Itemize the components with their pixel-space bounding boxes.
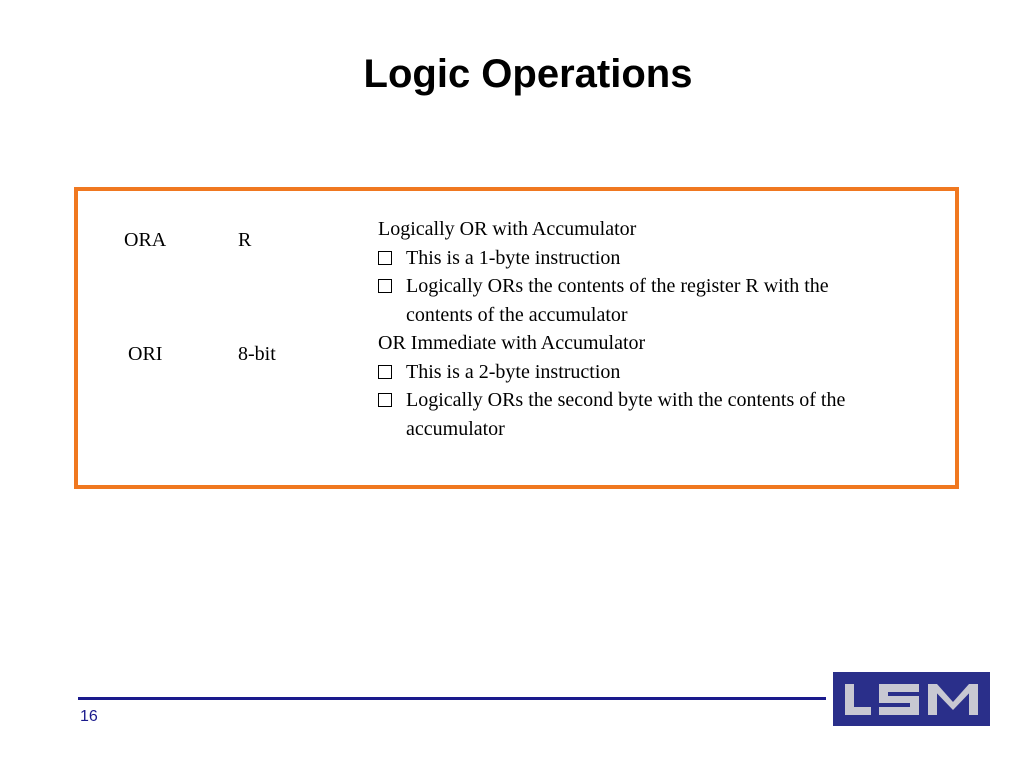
page-number: 16 (80, 708, 98, 725)
bullet-item (378, 272, 938, 301)
bullet-text-continuation: contents of the accumulator (406, 303, 628, 326)
instruction-mnemonic: ORA (124, 229, 167, 251)
instruction-operand: R (238, 229, 252, 251)
lsm-logo (833, 672, 990, 726)
instruction-description: Logically OR with Accumulator (378, 218, 637, 240)
lsm-logo-icon (833, 672, 990, 726)
bullet-text: This is a 1-byte instruction (406, 246, 621, 269)
instruction-description: OR Immediate with Accumulator (378, 332, 646, 354)
instruction-description-block (378, 332, 938, 443)
bullet-item (378, 244, 938, 273)
bullet-item (378, 358, 938, 387)
bullet-text: Logically ORs the second byte with the contents of the (406, 389, 846, 411)
bullet-text: Logically ORs the contents of the register R with the (406, 275, 829, 297)
bullet-item (378, 386, 938, 415)
slide-title: Logic Operations (363, 52, 693, 96)
checkbox-bullet-icon (378, 279, 392, 293)
checkbox-bullet-icon (378, 251, 392, 265)
instruction-operand: 8-bit (238, 343, 276, 365)
checkbox-bullet-icon (378, 393, 392, 407)
checkbox-bullet-icon (378, 365, 392, 379)
bullet-text: This is a 2-byte instruction (406, 360, 621, 383)
bullet-text-continuation: accumulator (406, 417, 505, 440)
instruction-description-block (378, 218, 938, 329)
footer-divider (78, 697, 826, 700)
instruction-box (74, 187, 959, 489)
instruction-mnemonic: ORI (128, 343, 163, 365)
